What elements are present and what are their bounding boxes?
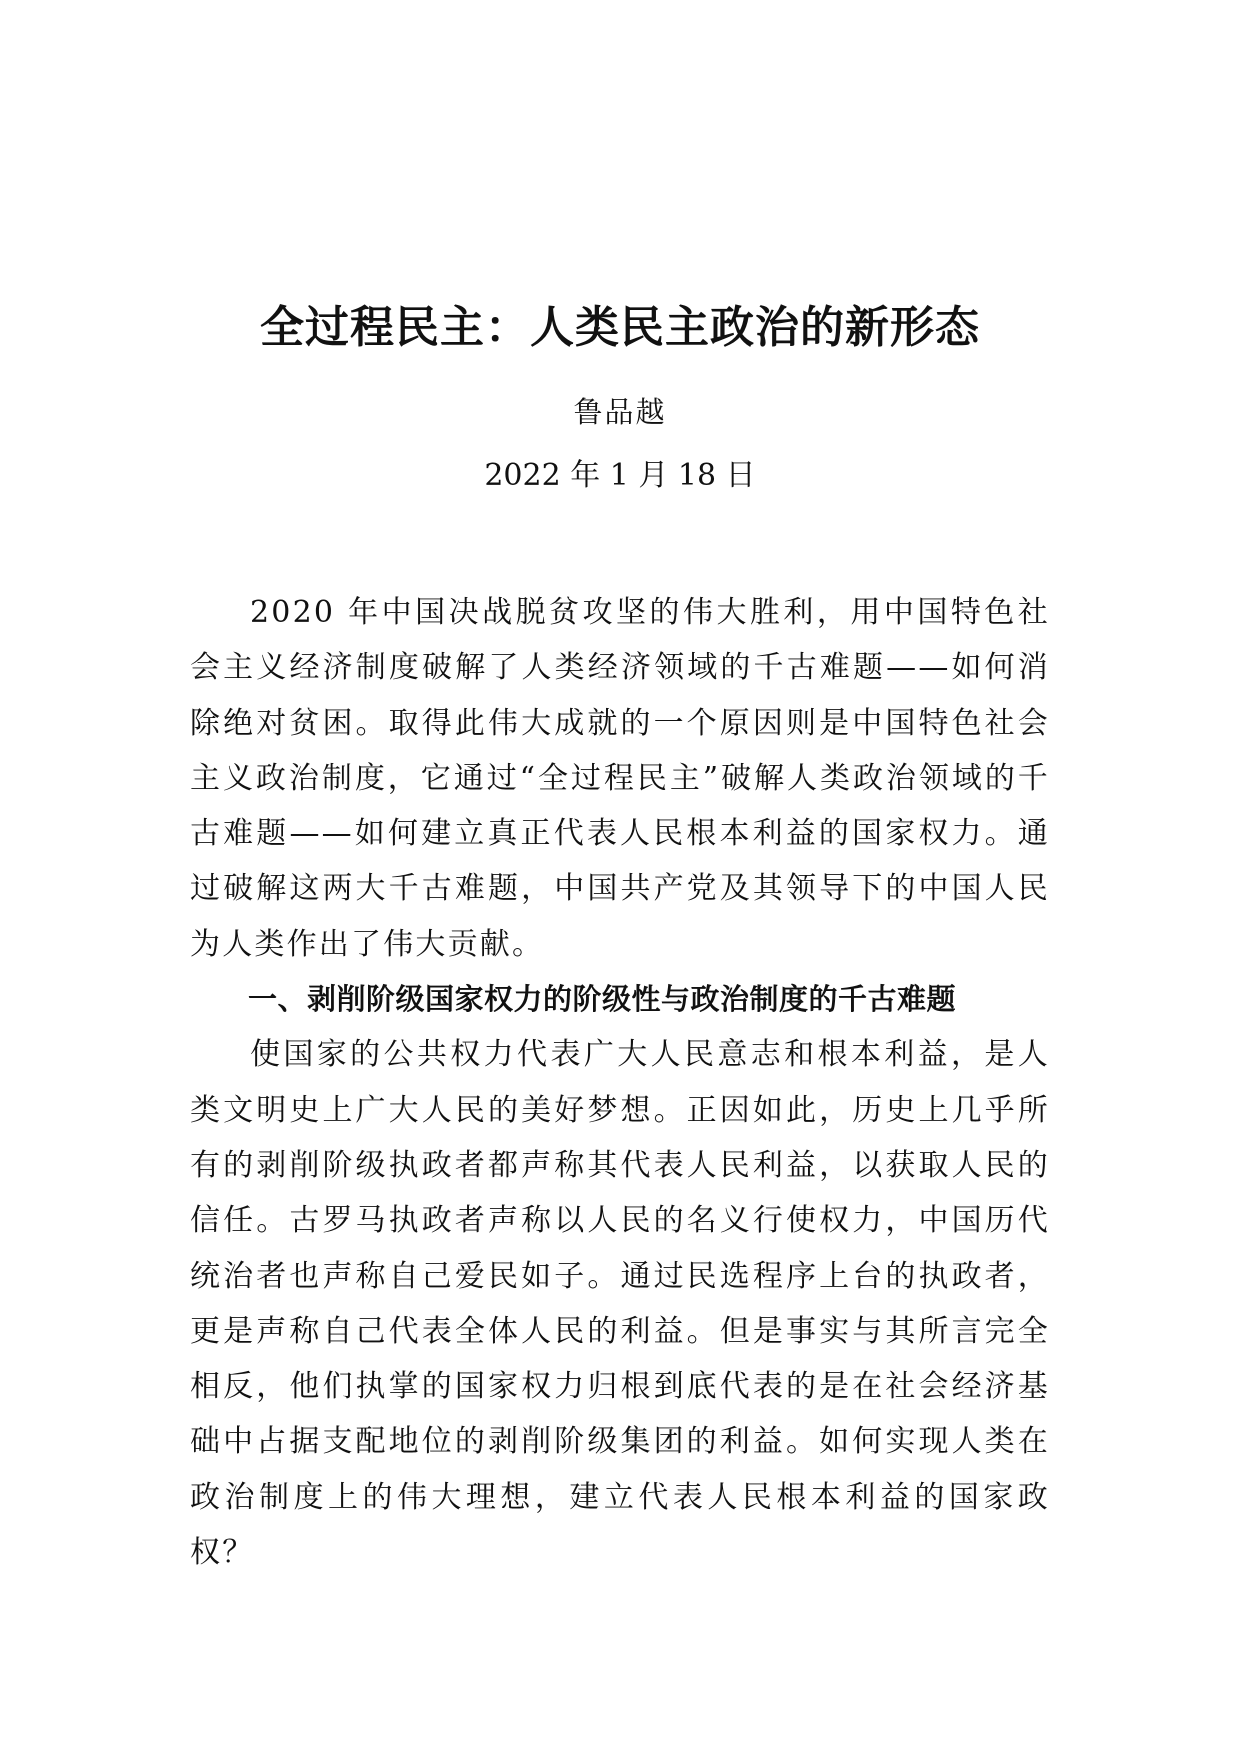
document-title: 全过程民主：人类民主政治的新形态 [260,302,980,353]
section-paragraph: 使国家的公共权力代表广大人民意志和根本利益，是人类文明史上广大人民的美好梦想。正因如此，历史上几乎所有的剥削阶级执政者都声称其代表人民利益，以获取人民的信任。古罗马执政者声称以人民的名义行使权力，中国历代统治者也声称自己爱民如子。通过民选程序上台的执政者，更是声称自己代表全体人民的利益。但是事实与其所言完全相反，他们执掌的国家权力归根到底代表的是在社会经济基础中占据支配地位的剥削阶级集团的利益。如何实现人类在政治制度上的伟大理想，建立代表人民根本利益的国家政权？ [190,1037,1050,1571]
document-body [190,585,1050,1580]
intro-paragraph: 2020 年中国决战脱贫攻坚的伟大胜利，用中国特色社会主义经济制度破解了人类经济领域的千古难题——如何消除绝对贫困。取得此伟大成就的一个原因则是中国特色社会主义政治制度，它通过“全过程民主”破解人类政治领域的千古难题——如何建立真正代表人民根本利益的国家权力。通过破解这两大千古难题，中国共产党及其领导下的中国人民为人类作出了伟大贡献。 [190,595,1050,962]
document-date: 2022 年 1 月 18 日 [484,458,756,493]
document-author: 鲁品越 [573,395,667,429]
section-heading: 一、剥削阶级国家权力的阶级性与政治制度的千古难题 [248,982,957,1017]
